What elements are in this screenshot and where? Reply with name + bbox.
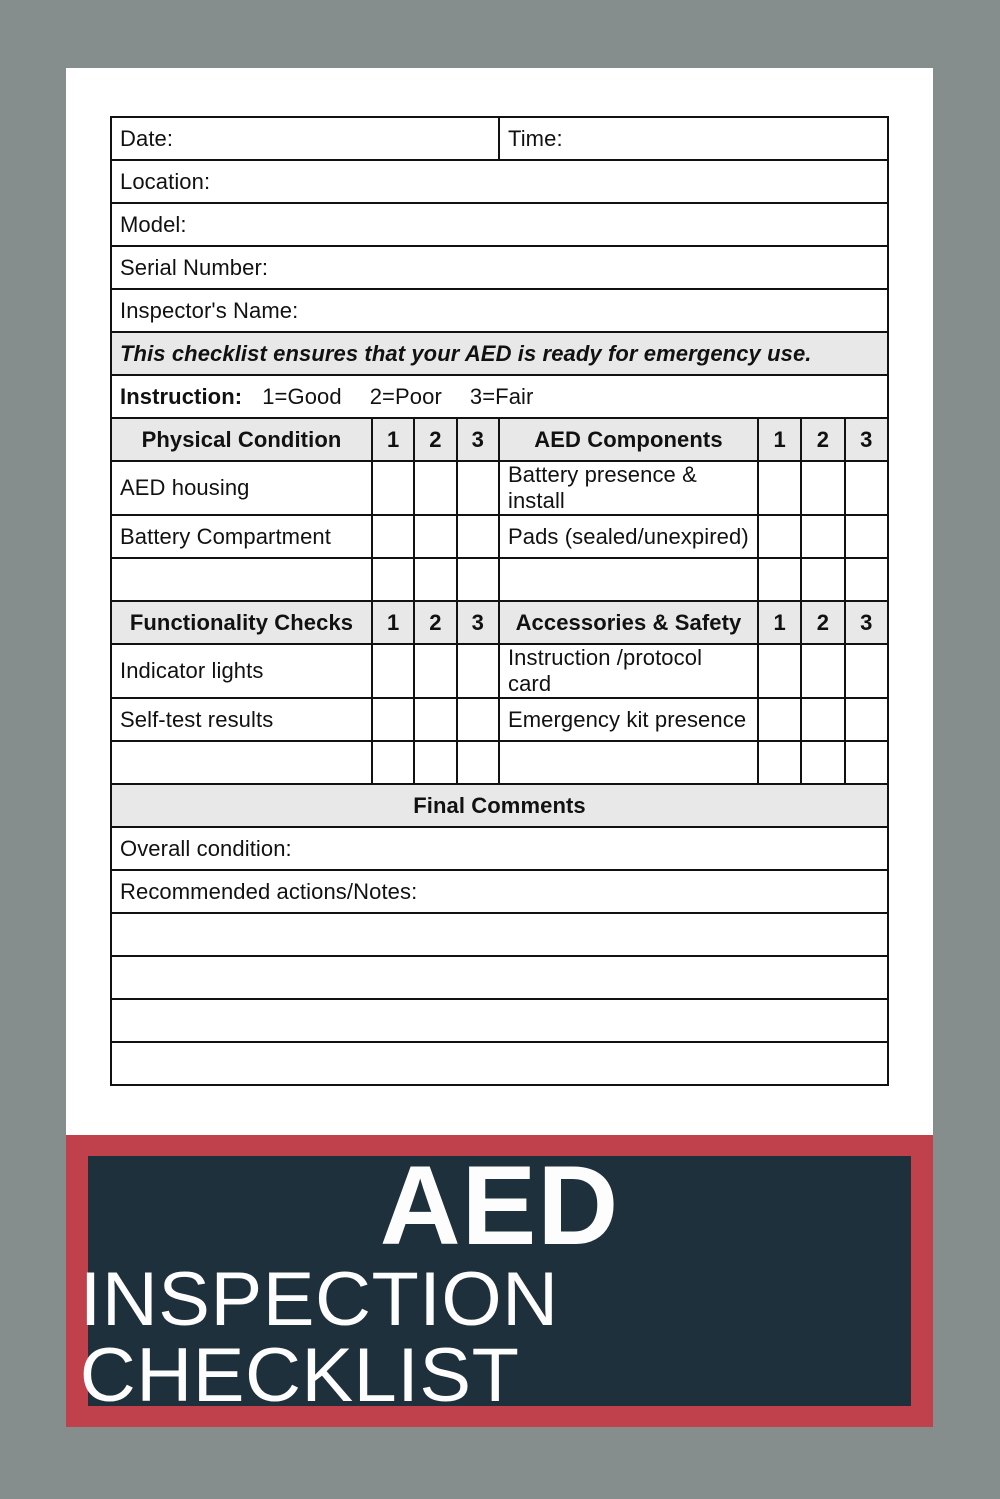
rating-box[interactable] xyxy=(457,558,499,601)
rating-box[interactable] xyxy=(414,644,456,698)
section-2-left-col-2: 2 xyxy=(414,601,456,644)
rating-box[interactable] xyxy=(758,558,801,601)
serial-number-field-label[interactable]: Serial Number: xyxy=(111,246,888,289)
notes-blank-line[interactable] xyxy=(111,956,888,999)
document-sheet xyxy=(66,68,933,1143)
checklist-item-label: Battery presence & install xyxy=(499,461,758,515)
final-comments-header: Final Comments xyxy=(111,784,888,827)
checklist-item-label: Self-test results xyxy=(111,698,372,741)
final-comments-row xyxy=(111,870,888,913)
final-comments-row xyxy=(111,827,888,870)
banner-title-primary: AED xyxy=(379,1143,620,1269)
section-1-left-header: Physical Condition xyxy=(111,418,372,461)
rating-box[interactable] xyxy=(457,698,499,741)
rating-box[interactable] xyxy=(414,741,456,784)
rating-box[interactable] xyxy=(845,741,888,784)
row-notice xyxy=(111,332,888,375)
rating-box[interactable] xyxy=(801,461,844,515)
section-1-right-col-1: 1 xyxy=(758,418,801,461)
section-2-right-col-1: 1 xyxy=(758,601,801,644)
rating-box[interactable] xyxy=(372,644,414,698)
checklist-item-label: Pads (sealed/unexpired) xyxy=(499,515,758,558)
rating-box[interactable] xyxy=(845,461,888,515)
row-inspector-name xyxy=(111,289,888,332)
table-row xyxy=(111,698,888,741)
checklist-item-blank[interactable] xyxy=(111,741,372,784)
rating-box[interactable] xyxy=(801,644,844,698)
rating-box[interactable] xyxy=(758,741,801,784)
table-row xyxy=(111,461,888,515)
banner-title-secondary: INSPECTION CHECKLIST xyxy=(79,1256,559,1418)
instruction-key-3: 3=Fair xyxy=(469,383,534,409)
model-field-label[interactable]: Model: xyxy=(111,203,888,246)
section-header-row-1 xyxy=(111,418,888,461)
table-row xyxy=(111,644,888,698)
inspector-name-field-label[interactable]: Inspector's Name: xyxy=(111,289,888,332)
rating-box[interactable] xyxy=(414,698,456,741)
time-field-label[interactable]: Time: xyxy=(499,117,888,160)
overall-condition-field[interactable]: Overall condition: xyxy=(111,827,888,870)
row-model xyxy=(111,203,888,246)
rating-box[interactable] xyxy=(372,515,414,558)
instruction-legend xyxy=(111,375,888,418)
rating-box[interactable] xyxy=(801,558,844,601)
section-1-right-header: AED Components xyxy=(499,418,758,461)
table-row xyxy=(111,558,888,601)
rating-box[interactable] xyxy=(457,644,499,698)
rating-box[interactable] xyxy=(457,741,499,784)
title-banner xyxy=(66,1135,933,1427)
instruction-key-1: 1=Good xyxy=(262,383,342,409)
checklist-notice-text: This checklist ensures that your AED is ready for emergency use. xyxy=(111,332,888,375)
rating-box[interactable] xyxy=(372,558,414,601)
notes-blank-line[interactable] xyxy=(111,999,888,1042)
section-2-left-col-3: 3 xyxy=(457,601,499,644)
row-instruction-legend xyxy=(111,375,888,418)
rating-box[interactable] xyxy=(845,698,888,741)
final-comments-row xyxy=(111,956,888,999)
checklist-item-blank[interactable] xyxy=(111,558,372,601)
checklist-item-blank[interactable] xyxy=(499,558,758,601)
section-2-left-col-1: 1 xyxy=(372,601,414,644)
notes-blank-line[interactable] xyxy=(111,1042,888,1085)
section-1-left-col-2: 2 xyxy=(414,418,456,461)
checklist-item-label: Emergency kit presence xyxy=(499,698,758,741)
checklist-item-label: Battery Compartment xyxy=(111,515,372,558)
final-comments-row xyxy=(111,913,888,956)
rating-box[interactable] xyxy=(372,461,414,515)
rating-box[interactable] xyxy=(414,461,456,515)
date-field-label[interactable]: Date: xyxy=(111,117,499,160)
rating-box[interactable] xyxy=(758,644,801,698)
row-date-time xyxy=(111,117,888,160)
table-row xyxy=(111,741,888,784)
rating-box[interactable] xyxy=(457,461,499,515)
final-comments-header-row xyxy=(111,784,888,827)
section-1-left-col-3: 3 xyxy=(457,418,499,461)
final-comments-row xyxy=(111,1042,888,1085)
rating-box[interactable] xyxy=(801,515,844,558)
recommended-actions-field[interactable]: Recommended actions/Notes: xyxy=(111,870,888,913)
rating-box[interactable] xyxy=(758,698,801,741)
rating-box[interactable] xyxy=(414,515,456,558)
section-2-right-header: Accessories & Safety xyxy=(499,601,758,644)
rating-box[interactable] xyxy=(457,515,499,558)
table-row xyxy=(111,515,888,558)
section-header-row-2 xyxy=(111,601,888,644)
section-1-right-col-2: 2 xyxy=(801,418,844,461)
checklist-item-label: Instruction /protocol card xyxy=(499,644,758,698)
rating-box[interactable] xyxy=(372,741,414,784)
rating-box[interactable] xyxy=(845,558,888,601)
rating-box[interactable] xyxy=(372,698,414,741)
row-location xyxy=(111,160,888,203)
section-2-left-header: Functionality Checks xyxy=(111,601,372,644)
checklist-item-label: Indicator lights xyxy=(111,644,372,698)
rating-box[interactable] xyxy=(801,698,844,741)
checklist-item-label: AED housing xyxy=(111,461,372,515)
section-2-right-col-2: 2 xyxy=(801,601,844,644)
row-serial-number xyxy=(111,246,888,289)
location-field-label[interactable]: Location: xyxy=(111,160,888,203)
rating-box[interactable] xyxy=(801,741,844,784)
title-banner-inner xyxy=(79,1143,911,1418)
rating-box[interactable] xyxy=(845,644,888,698)
instruction-label: Instruction: xyxy=(120,383,243,409)
rating-box[interactable] xyxy=(845,515,888,558)
rating-box[interactable] xyxy=(758,515,801,558)
rating-box[interactable] xyxy=(414,558,456,601)
section-1-left-col-1: 1 xyxy=(372,418,414,461)
section-1-right-col-3: 3 xyxy=(845,418,888,461)
instruction-key-2: 2=Poor xyxy=(369,383,442,409)
rating-box[interactable] xyxy=(758,461,801,515)
checklist-item-blank[interactable] xyxy=(499,741,758,784)
section-2-right-col-3: 3 xyxy=(845,601,888,644)
notes-blank-line[interactable] xyxy=(111,913,888,956)
aed-inspection-form xyxy=(110,116,889,1086)
final-comments-row xyxy=(111,999,888,1042)
